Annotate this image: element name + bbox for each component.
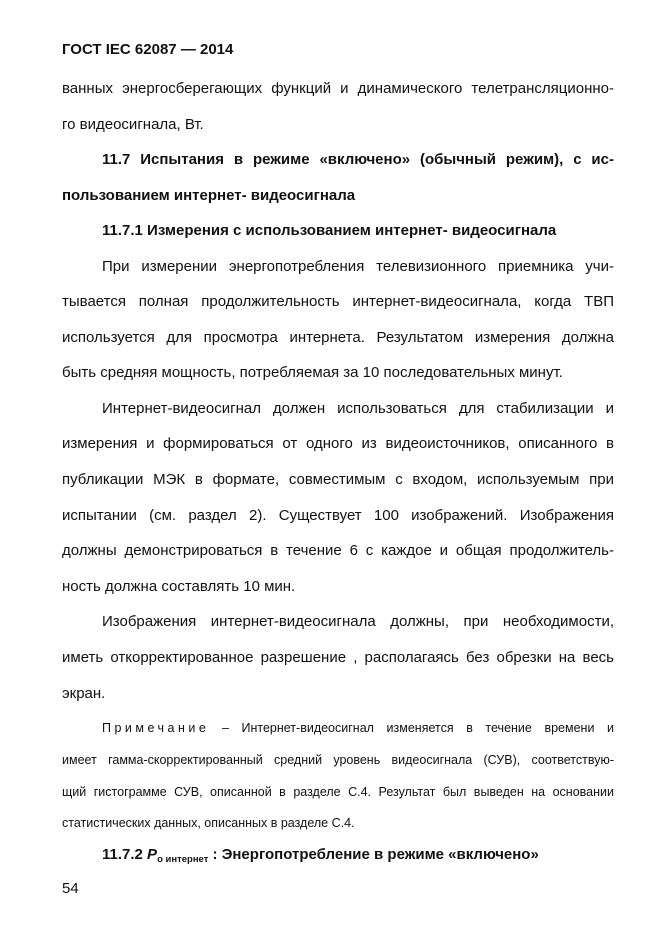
- note-label: Примечание: [102, 721, 210, 735]
- section-11-7-2-number: 11.7.2: [102, 846, 148, 863]
- note-line-4: статистических данных, описанных в разделе С.4.: [62, 816, 355, 830]
- power-subscript: о интернет: [157, 854, 209, 865]
- para1-line-2: тывается полная продолжительность интернет-видеосигнала, когда ТВП: [62, 293, 614, 310]
- para3-line-2: иметь откорректированное разрешение , располагаясь без обрезки на весь: [62, 649, 614, 666]
- note-line-3: щий гистограмме СУВ, описанной в разделе С.4. Результат был выведен на основании: [62, 785, 614, 799]
- para1-line-1: При измерении энергопотребления телевизионного приемника учи-: [102, 258, 614, 275]
- para2-line-1: Интернет-видеосигнал должен использоваться для стабилизации и: [102, 400, 614, 417]
- section-11-7-2-heading: [102, 846, 539, 869]
- page-number: 54: [62, 880, 79, 897]
- para2-line-6: ность должна составлять 10 мин.: [62, 578, 296, 595]
- note-line-1: [102, 720, 614, 736]
- note-line-2: имеет гамма-скорректированный средний уровень видеосигнала (СУВ), соответствую-: [62, 753, 614, 767]
- para1-line-4: быть средняя мощность, потребляемая за 10 последовательных минут.: [62, 364, 563, 381]
- section-11-7-heading-line-1: 11.7 Испытания в режиме «включено» (обычный режим), с ис-: [102, 151, 614, 168]
- para3-line-1: Изображения интернет-видеосигнала должны, при необходимости,: [102, 613, 614, 630]
- note-line-1-text: – Интернет-видеосигнал изменяется в течение времени и: [209, 721, 614, 735]
- para2-line-4: испытании (см. раздел 2). Существует 100 изображений. Изображения: [62, 507, 614, 524]
- para2-line-5: должны демонстрироваться в течение 6 с каждое и общая продолжитель-: [62, 542, 614, 559]
- para2-line-2: измерения и формироваться от одного из видеоисточников, описанного в: [62, 435, 614, 452]
- para2-line-3: публикации МЭК в формате, совместимым с входом, используемым при: [62, 471, 614, 488]
- section-11-7-heading-line-2: пользованием интернет- видеосигнала: [62, 187, 356, 204]
- document-header: ГОСТ IEC 62087 — 2014: [62, 41, 234, 58]
- para1-line-3: используется для просмотра интернета. Результатом измерения должна: [62, 329, 614, 346]
- power-symbol: P: [147, 846, 158, 863]
- para3-line-3: экран.: [62, 685, 106, 702]
- section-11-7-2-title: : Энергопотребление в режиме «включено»: [208, 846, 539, 863]
- section-11-7-1-heading: 11.7.1 Измерения с использованием интернет- видеосигнала: [102, 222, 557, 239]
- continued-text-line-2: го видеосигнала, Вт.: [62, 116, 204, 133]
- continued-text-line-1: ванных энергосберегающих функций и динамического телетрансляционно-: [62, 80, 614, 97]
